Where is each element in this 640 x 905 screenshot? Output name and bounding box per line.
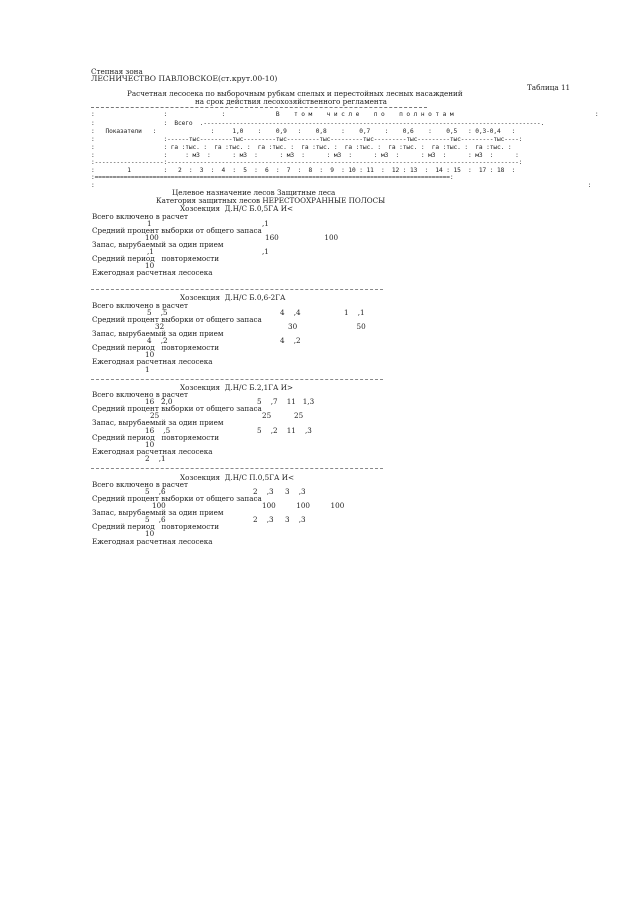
annual-label: Ежегодная расчетная лесосека bbox=[92, 537, 213, 546]
header-double-rule: :==================================================================================================: bbox=[91, 174, 454, 181]
section-title: Хозсекция Д.Н/С Б.2,1ГА И> bbox=[180, 383, 294, 392]
included-cols: ,1 bbox=[262, 219, 269, 228]
period-value: 10 bbox=[145, 261, 155, 270]
section-divider bbox=[91, 468, 383, 469]
stock-cols: 5 ,2 11 ,3 bbox=[257, 426, 312, 435]
section-divider bbox=[91, 289, 383, 290]
stock-label: Запас, вырубаемый за один прием bbox=[92, 508, 224, 517]
report-title-line2: на срок действия лесохозяйственного регламента bbox=[195, 97, 387, 106]
header-row-density: : Показатели : : 1,0 : 0,9 : 0,8 : 0,7 : 0,6 : 0,5 : 0,3-0,4 : bbox=[91, 128, 516, 135]
percent-cols: 100 100 100 bbox=[262, 501, 345, 510]
percent-cols: 160 100 bbox=[265, 233, 339, 242]
period-label: Средний период повторяемости bbox=[92, 343, 220, 352]
stock-total: 16 ,5 bbox=[145, 426, 171, 435]
stock-cols: 2 ,3 3 ,3 bbox=[253, 515, 306, 524]
zone-label: Степная зона bbox=[91, 67, 143, 76]
stock-total: 5 ,6 bbox=[145, 515, 166, 524]
annual-value: 2 ,1 bbox=[145, 454, 166, 463]
included-cols: 4 ,4 1 ,1 bbox=[280, 308, 365, 317]
percent-total: 100 bbox=[145, 233, 159, 242]
report-title-line1: Расчетная лесосека по выборочным рубкам спелых и перестойных лесных насаждений bbox=[127, 89, 463, 98]
period-value: 10 bbox=[145, 440, 155, 449]
stock-total: 4 ,2 bbox=[147, 336, 168, 345]
period-label: Средний период повторяемости bbox=[92, 433, 220, 442]
header-row-subgroups: : : : В т о м ч и с л е п о п о л н о т а м : bbox=[91, 111, 599, 118]
annual-label: Ежегодная расчетная лесосека bbox=[92, 357, 213, 366]
header-row-m3: : : : м3 : : м3 : : м3 : : м3 : : м3 : : м3 : : м3 : : bbox=[91, 152, 519, 159]
stock-total: ,1 bbox=[147, 247, 154, 256]
category-line: Категория защитных лесов НЕРЕСТООХРАННЫЕ ПОЛОСЫ bbox=[156, 196, 386, 205]
included-total: 5 ,6 bbox=[145, 487, 166, 496]
included-label: Всего включено в расчет bbox=[92, 480, 188, 489]
included-cols: 5 ,7 11 1,3 bbox=[257, 397, 315, 406]
period-label: Средний период повторяемости bbox=[92, 522, 220, 531]
percent-label: Средний процент выборки от общего запаса bbox=[92, 226, 262, 235]
included-label: Всего включено в расчет bbox=[92, 212, 188, 221]
stock-label: Запас, вырубаемый за один прием bbox=[92, 240, 224, 249]
included-total: 5 ,5 bbox=[147, 308, 168, 317]
annual-label: Ежегодная расчетная лесосека bbox=[92, 268, 213, 277]
header-row-total: : : Всего .---------------------------------------------------------------------------------------------. bbox=[91, 120, 545, 127]
section-title: Хозсекция Д.Н/С Б.0,6-2ГА bbox=[180, 293, 286, 302]
stock-label: Запас, вырубаемый за один прием bbox=[92, 418, 224, 427]
period-value: 10 bbox=[145, 529, 155, 538]
header-row-divider: : :------тыс---------тыс---------тыс---------тыс---------тыс---------тыс---------тыс---------тыс----: bbox=[91, 136, 523, 143]
header-separator: :-------------------:-------------------------------------------------------------------------------------------------: bbox=[91, 159, 523, 166]
percent-label: Средний процент выборки от общего запаса bbox=[92, 404, 262, 413]
percent-total: 100 bbox=[152, 501, 166, 510]
stock-cols: 4 ,2 bbox=[280, 336, 301, 345]
purpose-line: Целевое назначение лесов Защитные леса bbox=[172, 188, 336, 197]
column-numbers-row: : 1 : 2 : 3 : 4 : 5 : 6 : 7 : 8 : 9 : 10 : 11 : 12 : 13 : 14 : 15 : 17 : 18 : bbox=[91, 167, 516, 174]
section-title: Хозсекция Д.Н/С П.0,5ГА И< bbox=[180, 473, 295, 482]
blank-row: : : bbox=[91, 182, 592, 189]
stock-cols: ,1 bbox=[262, 247, 269, 256]
table-top-rule bbox=[91, 107, 427, 108]
stock-label: Запас, вырубаемый за один прием bbox=[92, 329, 224, 338]
annual-label: Ежегодная расчетная лесосека bbox=[92, 447, 213, 456]
included-label: Всего включено в расчет bbox=[92, 301, 188, 310]
percent-total: 25 bbox=[150, 411, 160, 420]
header-row-units: : : га :тыс. : га :тыс. : га :тыс. : га :тыс. : га :тыс. : га :тыс. : га :тыс. : га :тыс. : bbox=[91, 144, 512, 151]
annual-value: 1 bbox=[145, 365, 150, 374]
percent-cols: 30 50 bbox=[288, 322, 366, 331]
period-label: Средний период повторяемости bbox=[92, 254, 220, 263]
included-total: 1 bbox=[147, 219, 152, 228]
forestry-title: ЛЕСНИЧЕСТВО ПАВЛОВСКОЕ(ст.крут.00-10) bbox=[91, 74, 278, 83]
percent-label: Средний процент выборки от общего запаса bbox=[92, 315, 262, 324]
section-title: Хозсекция Д.Н/С Б.0,5ГА И< bbox=[180, 204, 294, 213]
included-cols: 2 ,3 3 ,3 bbox=[253, 487, 306, 496]
percent-total: 32 bbox=[155, 322, 165, 331]
percent-label: Средний процент выборки от общего запаса bbox=[92, 494, 262, 503]
period-value: 10 bbox=[145, 350, 155, 359]
percent-cols: 25 25 bbox=[262, 411, 304, 420]
included-total: 16 2,0 bbox=[145, 397, 173, 406]
included-label: Всего включено в расчет bbox=[92, 390, 188, 399]
section-divider bbox=[91, 379, 383, 380]
table-label: Таблица 11 bbox=[527, 83, 571, 92]
